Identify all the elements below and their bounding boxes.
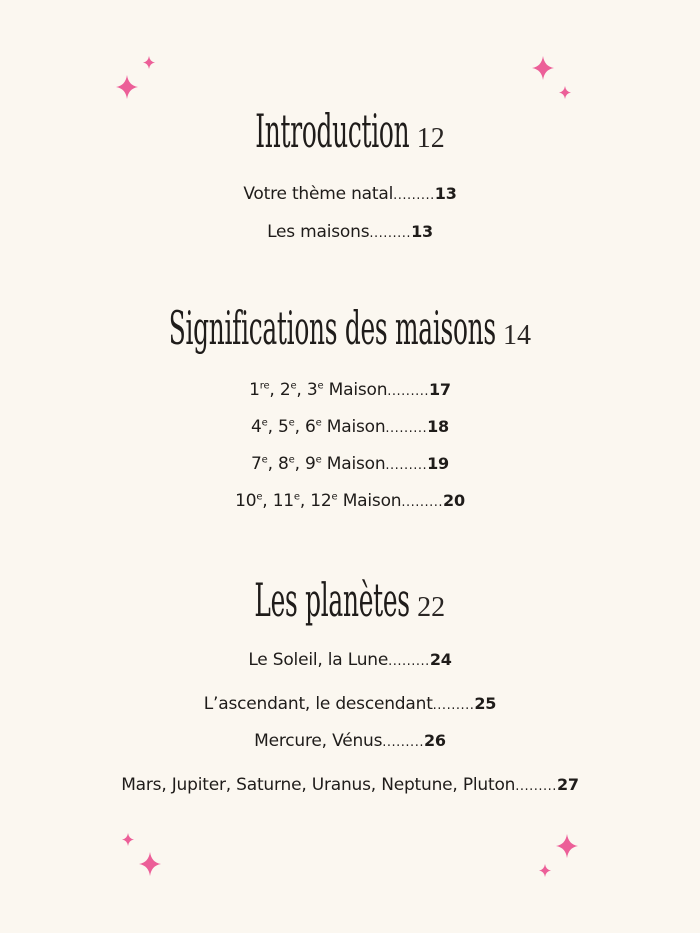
toc-page-number: 26	[423, 731, 446, 750]
toc-leader-dots: .........	[369, 226, 412, 241]
toc-entry[interactable]	[0, 731, 700, 751]
ordinal-suffix: e	[261, 417, 268, 429]
sparkle-icon	[539, 864, 551, 877]
sparkle-icon	[532, 56, 554, 80]
sparkle-icon	[143, 56, 155, 69]
toc-page-number: 17	[428, 380, 451, 399]
section-heading-planetes[interactable]	[0, 573, 700, 627]
toc-entry[interactable]	[0, 694, 700, 714]
toc-entry-label: Votre thème natal	[243, 184, 394, 204]
toc-entry-label: Maison	[328, 380, 388, 400]
toc-entry-label: Les maisons	[267, 222, 370, 242]
section-title: Les planètes	[254, 573, 411, 627]
toc-page-number: 20	[443, 491, 465, 510]
toc-page-number: 18	[427, 417, 449, 436]
section-title: Introduction	[255, 104, 410, 158]
section-page-number: 22	[417, 592, 446, 623]
house-number: 7	[250, 454, 262, 474]
section-page-number: 12	[416, 123, 445, 154]
toc-leader-dots: .........	[515, 779, 557, 794]
house-number: 9	[304, 454, 316, 474]
toc-page-number: 25	[474, 694, 497, 713]
sparkle-icon	[559, 86, 571, 99]
house-number: 3	[306, 380, 318, 400]
toc-entry-label: Mars, Jupiter, Saturne, Uranus, Neptune, Pluton	[121, 775, 516, 795]
ordinal-suffix: e	[256, 491, 263, 503]
toc-page-number: 13	[434, 184, 457, 203]
section-heading-introduction[interactable]	[0, 104, 700, 158]
house-number: 11	[272, 491, 294, 511]
ordinal-suffix: e	[293, 491, 300, 503]
house-number: 2	[279, 380, 291, 400]
toc-page-number: 19	[427, 454, 449, 473]
toc-entry-label: Maison	[342, 491, 402, 511]
house-number: 4	[250, 417, 262, 437]
toc-leader-dots: .........	[385, 458, 428, 473]
toc-page-number: 24	[429, 650, 452, 669]
toc-entry-label: L’ascendant, le descendant	[203, 694, 433, 714]
toc-page-number: 13	[411, 222, 433, 241]
ordinal-suffix: e	[315, 417, 322, 429]
ordinal-suffix: e	[315, 454, 322, 466]
toc-leader-dots: .........	[401, 495, 444, 510]
house-number: 10	[235, 491, 257, 511]
toc-leader-dots: .........	[393, 188, 435, 203]
toc-entry[interactable]	[0, 184, 700, 204]
house-number: 12	[310, 491, 332, 511]
ordinal-suffix: e	[331, 491, 338, 503]
sparkle-icon	[139, 852, 161, 876]
toc-entry-label: Mercure, Vénus	[254, 731, 383, 751]
house-number: 6	[304, 417, 316, 437]
sparkle-icon	[116, 75, 138, 99]
toc-entry[interactable]	[0, 222, 700, 242]
ordinal-suffix: e	[288, 417, 295, 429]
ordinal-suffix: e	[288, 454, 295, 466]
sparkle-icon	[122, 833, 134, 846]
toc-leader-dots: .........	[387, 384, 429, 399]
toc-page-number: 27	[556, 775, 579, 794]
toc-leader-dots: .........	[388, 654, 430, 669]
section-heading-significations[interactable]	[0, 301, 700, 355]
ordinal-suffix: e	[317, 380, 324, 392]
ordinal-suffix: re	[259, 380, 270, 392]
section-page-number: 14	[503, 320, 532, 351]
toc-entry[interactable]: 1re, 2e, 3e Maison.........17	[249, 380, 451, 400]
sparkle-icon	[556, 834, 578, 858]
toc-leader-dots: .........	[382, 735, 424, 750]
section-title: Significations des maisons	[168, 301, 497, 355]
toc-entry-label: Le Soleil, la Lune	[248, 650, 389, 670]
toc-entry[interactable]: 10e, 11e, 12e Maison.........20	[235, 491, 465, 511]
toc-leader-dots: .........	[385, 421, 428, 436]
toc-entry[interactable]	[0, 775, 700, 795]
toc-entry[interactable]	[0, 650, 700, 670]
ordinal-suffix: e	[290, 380, 297, 392]
ordinal-suffix: e	[261, 454, 268, 466]
house-number: 1	[249, 380, 260, 400]
toc-entry-label: Maison	[326, 417, 386, 437]
toc-entry[interactable]: 4e, 5e, 6e Maison.........18	[250, 417, 449, 437]
toc-entry-label: Maison	[326, 454, 386, 474]
house-number: 5	[277, 417, 289, 437]
toc-entry[interactable]: 7e, 8e, 9e Maison.........19	[250, 454, 449, 474]
toc-leader-dots: .........	[432, 698, 475, 713]
house-number: 8	[277, 454, 289, 474]
